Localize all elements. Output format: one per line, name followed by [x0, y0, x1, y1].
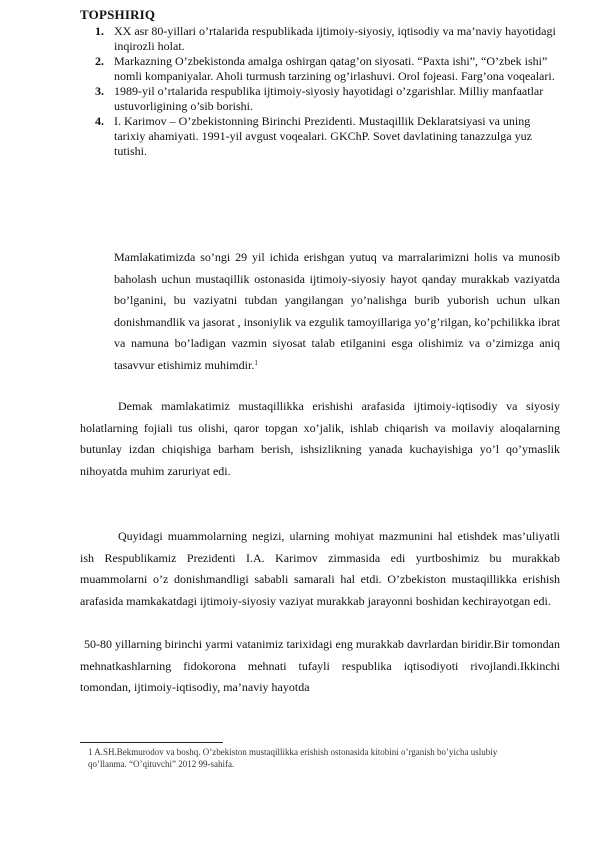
intro-paragraph	[114, 247, 560, 377]
page-title: TOPSHIRIQ	[80, 7, 156, 22]
list-item-number: 3.	[95, 84, 104, 98]
task-list	[80, 24, 560, 159]
list-item-text: Markazning O’zbekistonda amalga oshirgan qatag’on siyosati. “Paxta ishi”, “O’zbek ishi” nomli kompaniyalar. Aholi turmush tarzining og’irlashuvi. Orol fojeasi. Farg’ona voqealari.	[114, 54, 555, 83]
list-item-text: 1989-yil o’rtalarida respublika ijtimoiy-siyosiy hayotidagi o’zgarishlar. Milliy manfaatlar ustuvorligining o’sib borishi.	[114, 84, 544, 113]
list-item	[80, 54, 560, 84]
list-item-number: 4.	[95, 114, 104, 128]
footnote: 1 A.SH.Bekmurodov va boshq. O’zbekiston mustaqillikka erishish ostonasida kitobini o’rganish bo’yicha uslubiy qo’llanma. “O’qituvchi” 2012 99-sahifa.	[88, 747, 498, 769]
body-paragraph: Demak mamlakatimiz mustaqillikka erishishi arafasida ijtimoiy-iqtisodiy va siyosiy holatlarning fojiali tus olishi, qaror topgan xo’jalik, ishlab chiqarish va moilaviy aloqalarning butunlay izdan chiqishiga barham berish, ishsizlikning yanada kuchayishiga yo’l qo’ymaslik nihoyatda muhim zaruriyat edi.	[80, 399, 560, 478]
list-item	[80, 114, 560, 159]
body-paragraph: Quyidagi muammolarning negizi, ularning mohiyat mazmunini hal etishdek mas’uliyatli ish Respublikamiz Prezidenti I.A. Karimov zimmasida edi yurtboshimiz bu murakkab muammolarni o’z donishmandligi sababli samarali hal etdi. O’zbekiston mustaqillikka erishish arafasida mamkakatdagi ijtimoiy-siyosiy vaziyat murakkab jarayonni boshidan kechirayotgan edi.	[80, 529, 560, 608]
footnote-divider	[80, 742, 223, 743]
list-item-text: I. Karimov – O’zbekistonning Birinchi Prezidenti. Mustaqillik Deklaratsiyasi va uning tarixiy ahamiyati. 1991-yil avgust voqealari. GKChP. Sovet davlatining tanazzulga yuz tutishi.	[114, 114, 532, 158]
footnote-reference[interactable]: 1	[254, 358, 258, 367]
list-item-number: 2.	[95, 54, 104, 68]
list-item-number: 1.	[95, 24, 104, 38]
list-item	[80, 84, 560, 114]
body-paragraph: 50-80 yillarning birinchi yarmi vatanimiz tarixidagi eng murakkab davrlardan biridir.Bir tomondan mehnatkashlarning fidokorona mehnati tufayli respublika iqtisodiyoti rivojlandi.Ikkinchi tomondan, ijtimoiy-iqtisodiy, ma’naviy hayotda	[80, 637, 560, 695]
list-item-text: XX asr 80-yillari o’rtalarida respublikada ijtimoiy-siyosiy, iqtisodiy va ma’naviy hayotidagi inqirozli holat.	[114, 24, 556, 53]
list-item	[80, 24, 560, 54]
intro-text: Mamlakatimizda so’ngi 29 yil ichida erishgan yutuq va marralarimizni holis va munosib baholash uchun mustaqillik ostonasida ijtimoiy-siyosiy hayot qanday murakkab vaziyatda bo’lganini, bu vaziyatni tubdan yangilangan yo’nalishga burib yuborish uchun ulkan donishmandlik va jasorat , insoniylik va ezgulik tamoyillariga yo’g’rilgan, ko’pchilikka ibrat va namuna bo’ladigan vazmin siyosat talab etilganini esga olishimiz va o’zimizga aniq tasavvur etishimiz muhimdir.	[114, 250, 560, 372]
